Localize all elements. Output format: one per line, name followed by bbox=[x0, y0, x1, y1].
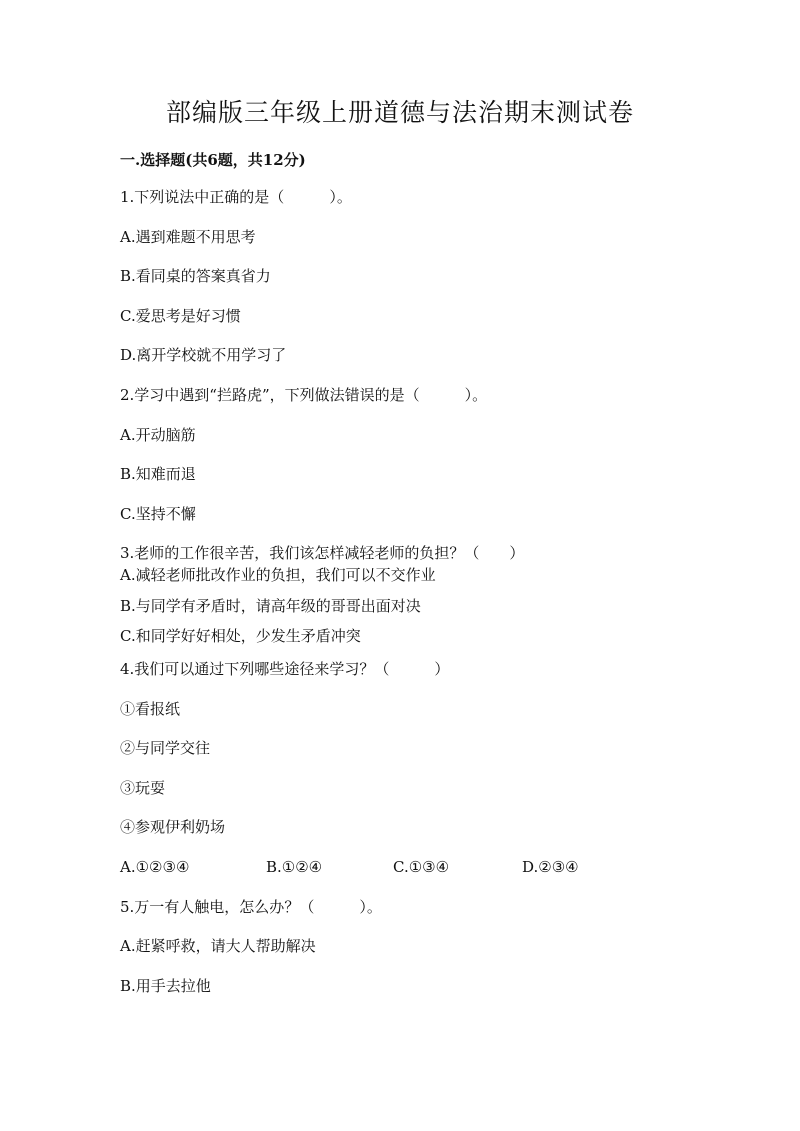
question-1-option-d: D.离开学校就不用学习了 bbox=[120, 346, 287, 364]
section-heading: 一.选择题(共6题，共12分) bbox=[120, 151, 306, 169]
question-4-option-c: C.①③④ bbox=[393, 858, 450, 876]
question-4-option-d: D.②③④ bbox=[522, 858, 579, 876]
question-1-stem: 1.下列说法中正确的是（ ）。 bbox=[120, 188, 352, 206]
question-4-item-2: ②与同学交往 bbox=[120, 739, 211, 757]
question-4-stem: 4.我们可以通过下列哪些途径来学习？（ ） bbox=[120, 660, 450, 678]
question-4-item-4: ④参观伊利奶场 bbox=[120, 818, 226, 836]
question-5-option-b: B.用手去拉他 bbox=[120, 977, 211, 995]
question-1-option-b: B.看同桌的答案真省力 bbox=[120, 267, 271, 285]
question-1-option-c: C.爱思考是好习惯 bbox=[120, 307, 241, 325]
question-4-item-1: ①看报纸 bbox=[120, 700, 181, 718]
question-3-option-b: B.与同学有矛盾时，请高年级的哥哥出面对决 bbox=[120, 597, 421, 615]
question-4-option-b: B.①②④ bbox=[266, 858, 323, 876]
question-3-option-a: A.减轻老师批改作业的负担，我们可以不交作业 bbox=[120, 566, 436, 584]
question-5-stem: 5.万一有人触电，怎么办？（ ）。 bbox=[120, 898, 382, 916]
question-1-option-a: A.遇到难题不用思考 bbox=[120, 228, 256, 246]
question-2-option-a: A.开动脑筋 bbox=[120, 426, 196, 444]
page-title: 部编版三年级上册道德与法治期末测试卷 bbox=[165, 98, 634, 127]
question-4-item-3: ③玩耍 bbox=[120, 779, 166, 797]
question-2-option-c: C.坚持不懈 bbox=[120, 505, 196, 523]
question-3-option-c: C.和同学好好相处，少发生矛盾冲突 bbox=[120, 627, 361, 645]
question-5-option-a: A.赶紧呼救，请大人帮助解决 bbox=[120, 937, 316, 955]
question-2-option-b: B.知难而退 bbox=[120, 465, 196, 483]
question-2-stem: 2.学习中遇到“拦路虎”，下列做法错误的是（ ）。 bbox=[120, 386, 488, 404]
question-4-option-a: A.①②③④ bbox=[120, 858, 190, 876]
question-3-stem: 3.老师的工作很辛苦，我们该怎样减轻老师的负担？（ ） bbox=[120, 544, 525, 562]
